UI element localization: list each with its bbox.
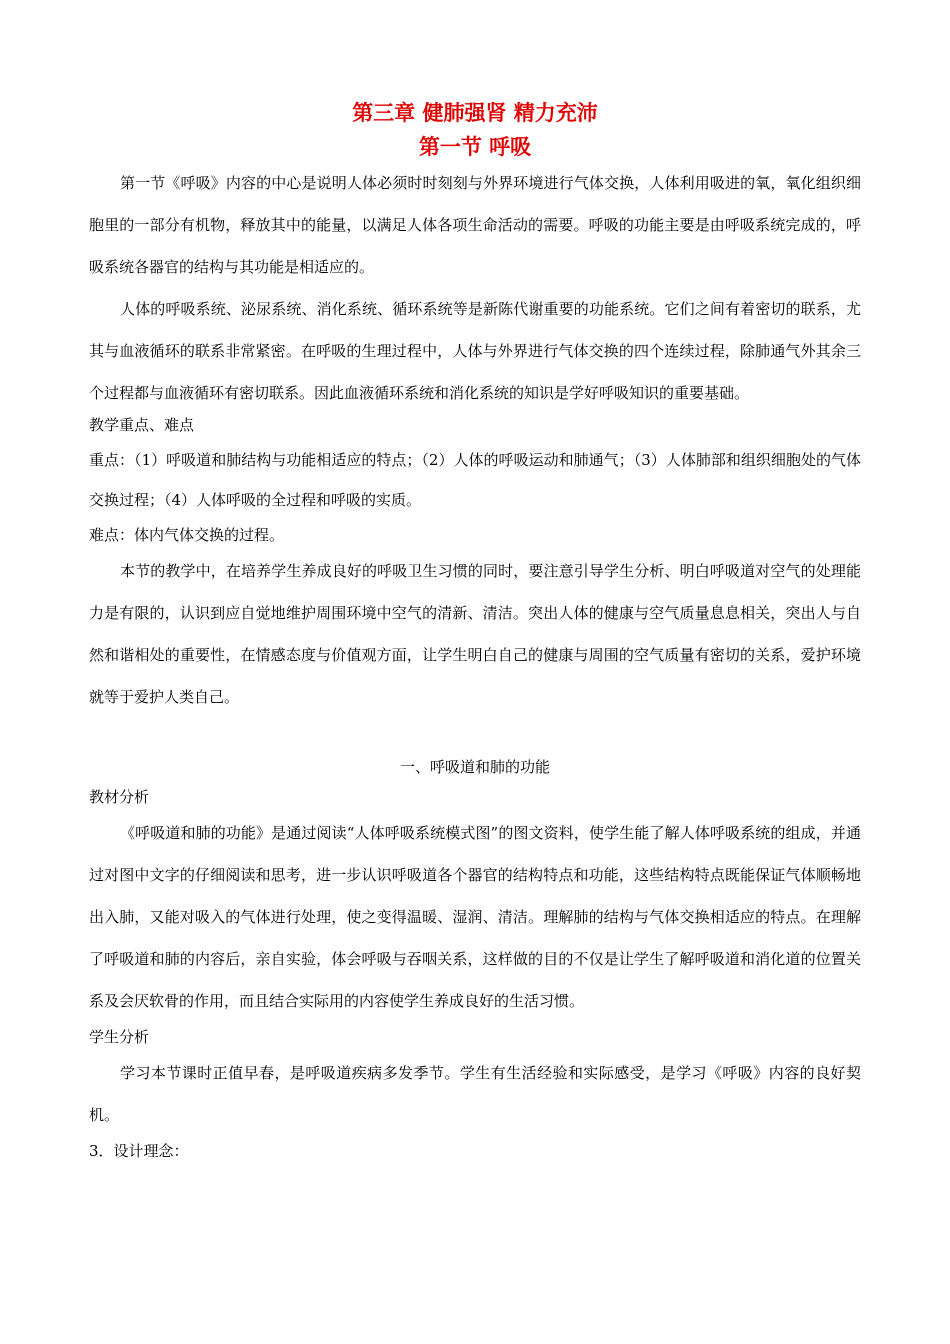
student-heading: 学生分析 <box>89 1028 150 1046</box>
document-page <box>89 96 861 1166</box>
focus-heading: 教学重点、难点 <box>89 416 195 434</box>
student-paragraph: 学习本节课时正值早春，是呼吸道疾病多发季节。学生有生活经验和实际感受，是学习《呼吸》内容的良好契机。 <box>89 1064 861 1124</box>
material-heading: 教材分析 <box>89 788 150 806</box>
intro-paragraph-2: 人体的呼吸系统、泌尿系统、消化系统、循环系统等是新陈代谢重要的功能系统。它们之间有着密切的联系，尤其与血液循环的联系非常紧密。在呼吸的生理过程中，人体与外界进行气体交换的四个连续过程，除肺通气外其余三个过程都与血液循环有密切联系。因此血液循环系统和消化系统的知识是学好呼吸知识的重要基础。 <box>89 300 861 402</box>
design-heading: 3．设计理念： <box>89 1142 189 1160</box>
chapter-title: 第三章 健肺强肾 精力充沛 <box>352 101 598 125</box>
subsection-title: 一、呼吸道和肺的功能 <box>399 758 550 776</box>
key-points: 重点：（1）呼吸道和肺结构与功能相适应的特点；（2）人体的呼吸运动和肺通气；（3）人体肺部和组织细胞处的气体交换过程；（4）人体呼吸的全过程和呼吸的实质。 <box>89 451 861 509</box>
intro-paragraph-1: 第一节《呼吸》内容的中心是说明人体必须时时刻刻与外界环境进行气体交换，人体利用吸进的氧，氧化组织细胞里的一部分有机物，释放其中的能量，以满足人体各项生命活动的需要。呼吸的功能主要是由呼吸系统完成的，呼吸系统各器官的结构与其功能是相适应的。 <box>89 174 861 276</box>
section-title: 第一节 呼吸 <box>418 135 532 159</box>
material-paragraph: 《呼吸道和肺的功能》是通过阅读“人体呼吸系统模式图”的图文资料，使学生能了解人体呼吸系统的组成，并通过对图中文字的仔细阅读和思考，进一步认识呼吸道各个器官的结构特点和功能，这些结构特点既能保证气体顺畅地出入肺，又能对吸入的气体进行处理，使之变得温暖、湿润、清洁。理解肺的结构与气体交换相适应的特点。在理解了呼吸道和肺的内容后，亲自实验，体会呼吸与吞咽关系，这样做的目的不仅是让学生了解呼吸道和消化道的位置关系及会厌软骨的作用，而且结合实际用的内容使学生养成良好的生活习惯。 <box>89 824 861 1010</box>
teaching-paragraph: 本节的教学中，在培养学生养成良好的呼吸卫生习惯的同时，要注意引导学生分析、明白呼吸道对空气的处理能力是有限的，认识到应自觉地维护周围环境中空气的清新、清洁。突出人体的健康与空气质量息息相关，突出人与自然和谐相处的重要性，在情感态度与价值观方面，让学生明白自己的健康与周围的空气质量有密切的关系，爱护环境就等于爱护人类自己。 <box>89 562 861 706</box>
spacer <box>89 718 861 752</box>
difficult-points: 难点：体内气体交换的过程。 <box>89 526 285 544</box>
